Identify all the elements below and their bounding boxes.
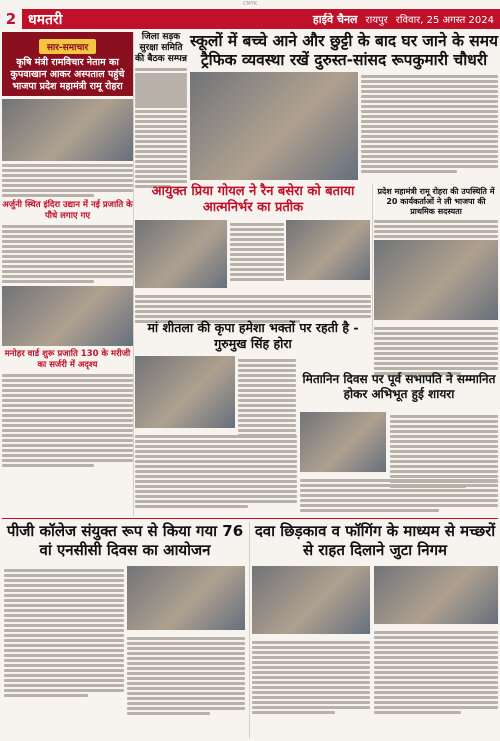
story-headline: मां शीतला की कृपा हमेशा भक्तों पर रहती है - गुरुमुख सिंह होरा <box>147 320 359 351</box>
story-headline: दवा छिड़काव व फॉगिंग के माध्यम से मच्छरों से राहत दिलाने जुटा निगम <box>254 522 496 559</box>
article-body <box>2 164 133 197</box>
masthead-meta <box>313 12 494 27</box>
article-body <box>238 356 296 439</box>
article-body <box>127 634 245 717</box>
news-photo <box>300 412 386 472</box>
news-photo <box>252 566 370 634</box>
article-body <box>252 638 370 716</box>
masthead <box>0 9 500 29</box>
news-digest-tag: सार-समाचार <box>39 39 96 54</box>
news-digest-headline: कृषि मंत्री रामविचार नेताम का कुपवाखान आकर अस्पताल पहुंचे भाजपा प्रदेश महामंत्री रामू रोहरा <box>10 57 125 92</box>
story-headline: आयुक्त प्रिया गोयल ने रैन बसेरा को बताया आत्मनिर्भर का प्रतीक <box>151 184 355 215</box>
article-body <box>135 432 297 510</box>
article-body <box>2 374 133 467</box>
story-headline: जिला सड़क सुरक्षा समिति की बैठक सम्पन्न <box>135 32 187 64</box>
column-rule <box>249 522 250 738</box>
news-digest-box <box>2 32 133 96</box>
lead-headline <box>190 32 498 70</box>
article-body <box>135 72 187 190</box>
article-body <box>300 476 498 514</box>
news-photo <box>374 566 498 624</box>
article-body <box>374 324 498 377</box>
story-headline: प्रदेश महामंत्री रामू रोहरा की उपस्थिति में 20 कार्यकर्ताओं ने ली भाजपा की प्राथमिक सदस्यता <box>377 187 495 216</box>
section-title: धमतरी <box>28 11 63 28</box>
news-photo <box>127 566 245 630</box>
city-name: रायपुर <box>365 15 388 26</box>
news-photo <box>286 220 370 280</box>
lead-photo <box>190 72 358 180</box>
article-body <box>2 225 133 283</box>
story-headline: मनोहर वार्ड शुरू प्रजाति 130 के मरीजी का सर्जरी में अदृश्य <box>4 349 131 370</box>
column-rule <box>133 32 134 516</box>
news-photo <box>135 356 235 428</box>
news-photo <box>2 286 133 346</box>
left-column <box>2 32 133 469</box>
page-number: 2 <box>0 9 22 29</box>
print-registration-mark: CMYK <box>242 1 258 7</box>
news-photo <box>135 220 227 288</box>
lead-headline-line-2: ट्रैफिक व्यवस्था रखें दुरुस्त-सांसद रूपकुमारी चौधरी <box>200 51 488 69</box>
section-divider <box>2 518 498 519</box>
story-headline: पीजी कॉलेज संयुक्त रूप से किया गया 76 वां एनसीसी दिवस का आयोजन <box>6 522 244 559</box>
column-rule <box>372 184 373 334</box>
article-body <box>374 628 498 716</box>
news-photo <box>2 99 133 161</box>
article-body <box>230 220 284 283</box>
news-photo <box>374 240 498 320</box>
lead-article-body <box>361 72 498 175</box>
paper-name: हाईवे चैनल <box>312 12 358 26</box>
article-body <box>4 566 124 699</box>
lead-headline-line-1: स्कूलों में बच्चे आने और छुट्टी के बाद घर जाने के समय <box>190 32 498 50</box>
issue-date: रविवार, 25 अगस्त 2024 <box>395 15 494 26</box>
story-headline: मितानिन दिवस पर पूर्व सभापति ने सम्मानित होकर अभिभूत हुई शायरा <box>302 372 496 401</box>
story-headline: अर्जुनी स्थित इंदिरा उद्यान में नई प्रजाति के पौधे लगाए गए <box>2 200 133 221</box>
